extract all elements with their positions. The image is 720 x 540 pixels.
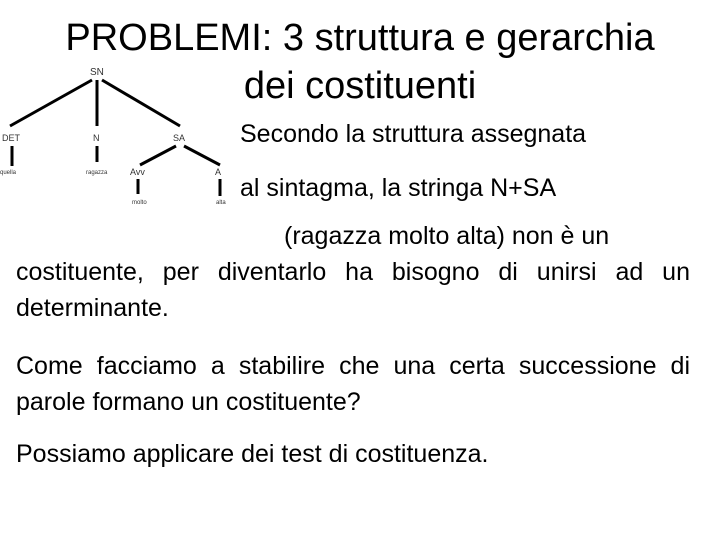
node-a: A [215, 167, 222, 177]
node-sn: SN [90, 67, 104, 78]
node-n: N [93, 133, 100, 143]
edge-sa-avv [140, 146, 176, 165]
slide-title-line1: PROBLEMI: 3 struttura e gerarchia [65, 17, 655, 59]
paragraph-3: Possiamo applicare dei test di costituenza. [16, 440, 489, 468]
node-avv: Avv [130, 167, 145, 177]
node-det: DET [2, 133, 20, 143]
text-line-2: al sintagma, la stringa N+SA [240, 174, 557, 202]
leaf-n: ragazza [86, 170, 108, 176]
edge-sn-det [10, 80, 92, 126]
text-line-1: Secondo la struttura assegnata [240, 120, 587, 148]
edge-sn-sa [102, 80, 180, 126]
slide-title-line2: dei costituenti [243, 65, 477, 107]
leaf-det: quella [0, 170, 17, 176]
leaf-avv: molto [132, 200, 147, 206]
edge-sa-a [184, 146, 220, 165]
paragraph-1 [16, 218, 690, 326]
node-sa: SA [173, 133, 186, 143]
paragraph-1-rest: costituente, per diventarlo ha bisogno di unirsi ad un determinante. [16, 258, 690, 322]
paragraph-2: Come facciamo a stabilire che una certa successione di parole formano un costituente? [16, 352, 690, 416]
leaf-a: alta [216, 200, 226, 206]
syntax-tree-diagram [0, 62, 240, 207]
text-line-3: (ragazza molto alta) non è un [284, 222, 610, 250]
